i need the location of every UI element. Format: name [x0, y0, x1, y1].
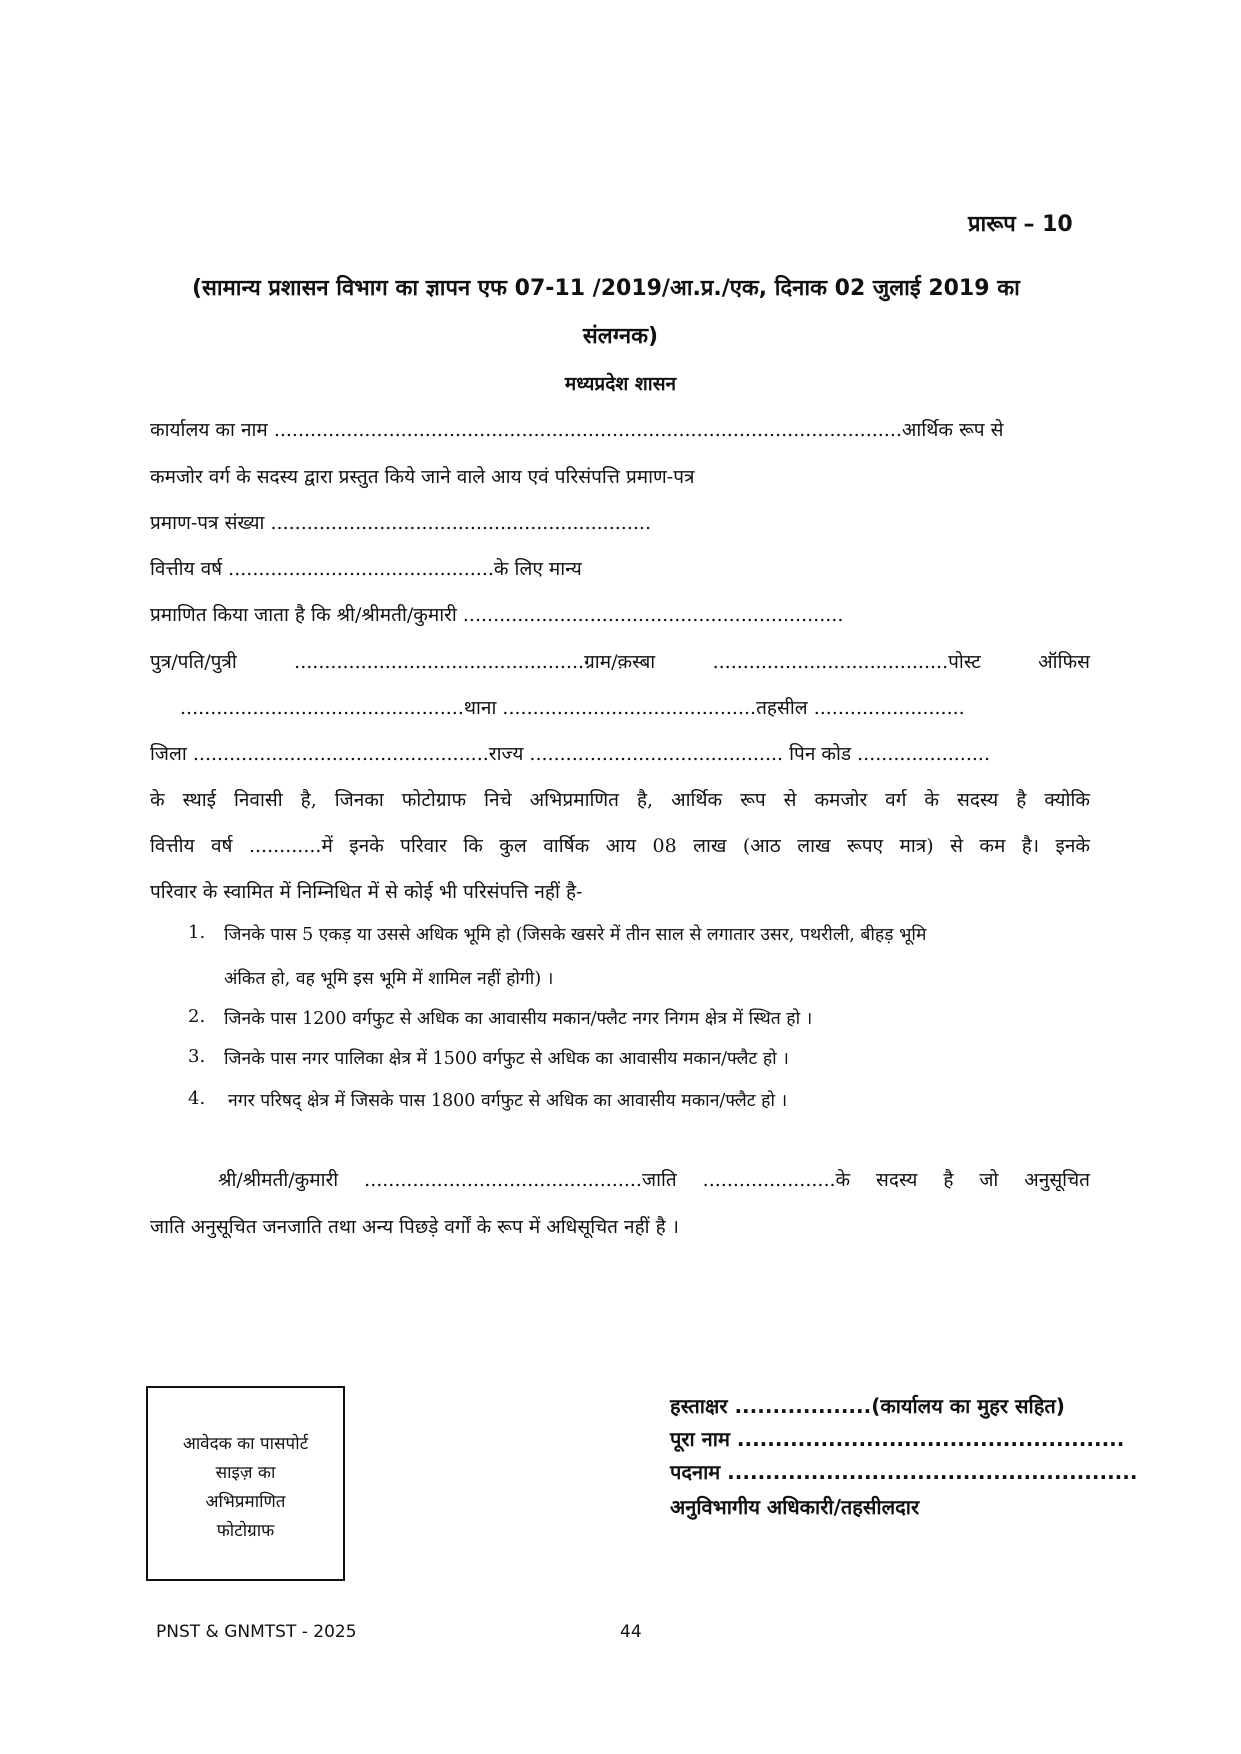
list-item-3: जिनके पास नगर पालिका क्षेत्र में 1500 वर्गफुट से अधिक का आवासीय मकान/फ्लैट हो । [224, 1049, 789, 1069]
designation-line: पदनाम ...................................................... [670, 1460, 1138, 1484]
assets-intro-line: परिवार के स्वामित में निम्निधित में से कोई भी परिसंपत्ति नहीं है- [150, 881, 583, 903]
list-number-4: 4. [188, 1088, 206, 1109]
signature-line: हस्ताक्षर ..................(कार्यालय का मुहर सहित) [670, 1394, 1065, 1418]
photo-label-line-1: आवेदक का पासपोर्ट [182, 1434, 309, 1454]
photo-label-line-2: साइज़ का [215, 1463, 276, 1483]
officer-title: अनुविभागीय अधिकारी/तहसीलदार [670, 1495, 920, 1519]
page-number: 44 [620, 1622, 642, 1642]
resident-line: के स्थाई निवासी है, जिनका फोटोग्राफ निचे अभिप्रमाणित है, आर्थिक रूप से कमजोर वर्ग के सदस्य है क्योकि [150, 789, 1090, 811]
list-item-2: जिनके पास 1200 वर्गफुट से अधिक का आवासीय मकान/फ्लैट नगर निगम क्षेत्र में स्थित हो । [224, 1009, 813, 1029]
list-item-1-line-1: जिनके पास 5 एकड़ या उससे अधिक भूमि हो (जिसके खसरे में तीन साल से लगातार उसर, पथरीली, बीहड़ भूमि [224, 925, 927, 945]
certificate-number-line: प्रमाण-पत्र संख्या ............................................................... [150, 512, 652, 534]
office-name-line: कार्यालय का नाम ........................................................................................................आर्थिक रूप से [150, 419, 1004, 441]
certificate-title-line: कमजोर वर्ग के सदस्य द्वारा प्रस्तुत किये जाने वाले आय एवं परिसंपत्ति प्रमाण-पत्र [150, 466, 695, 488]
form-number: प्रारूप – 10 [968, 212, 1073, 237]
header-line-1: (सामान्य प्रशासन विभाग का ज्ञापन एफ 07-11 /2019/आ.प्र./एक, दिनाक 02 जुलाई 2019 का [192, 276, 1020, 301]
certified-name-line: प्रमाणित किया जाता है कि श्री/श्रीमती/कुमारी ............................................................... [150, 604, 844, 626]
list-item-4: नगर परिषद् क्षेत्र में जिसके पास 1800 वर्गफुट से अधिक का आवासीय मकान/फ्लैट हो । [228, 1091, 788, 1111]
header-line-2: संलग्नक) [582, 324, 659, 349]
district-state-pin-line: जिला .................................................राज्य .......................................... पिन कोड ...................... [150, 743, 991, 765]
list-number-2: 2. [188, 1006, 206, 1027]
full-name-line: पूरा नाम ................................................... [670, 1427, 1125, 1451]
income-line: वित्तीय वर्ष ............में इनके परिवार कि कुल वार्षिक आय 08 लाख (आठ लाख रूपए मात्र) से कम है। इनके [150, 835, 1090, 857]
photo-label-line-3: अभिप्रमाणित [205, 1492, 286, 1512]
photo-box [146, 1386, 345, 1581]
authority-title: मध्यप्रदेश शासन [564, 373, 677, 395]
relation-village-line: पुत्र/पति/पुत्री ................................................ग्राम/क़स्बा .......................................पोस्ट ऑफिस [150, 651, 1090, 673]
list-item-1-line-2: अंकित हो, वह भूमि इस भूमि में शामिल नहीं होगी) । [224, 969, 554, 989]
photo-label-line-4: फोटोग्राफ [216, 1521, 275, 1541]
list-number-3: 3. [188, 1046, 206, 1067]
list-number-1: 1. [188, 922, 206, 943]
caste-line-2: जाति अनुसूचित जनजाति तथा अन्य पिछड़े वर्गों के रूप में अधिसूचित नहीं है । [150, 1216, 679, 1238]
caste-line-1: श्री/श्रीमती/कुमारी ..............................................जाति ......................के सदस्य है जो अनुसूचित [218, 1169, 1090, 1191]
police-tehsil-line: ...............................................थाना ..........................................तहसील ......................... [180, 697, 965, 719]
financial-year-line: वित्तीय वर्ष ............................................के लिए मान्य [150, 558, 582, 580]
footer-exam-name: PNST & GNMTST - 2025 [156, 1622, 357, 1642]
